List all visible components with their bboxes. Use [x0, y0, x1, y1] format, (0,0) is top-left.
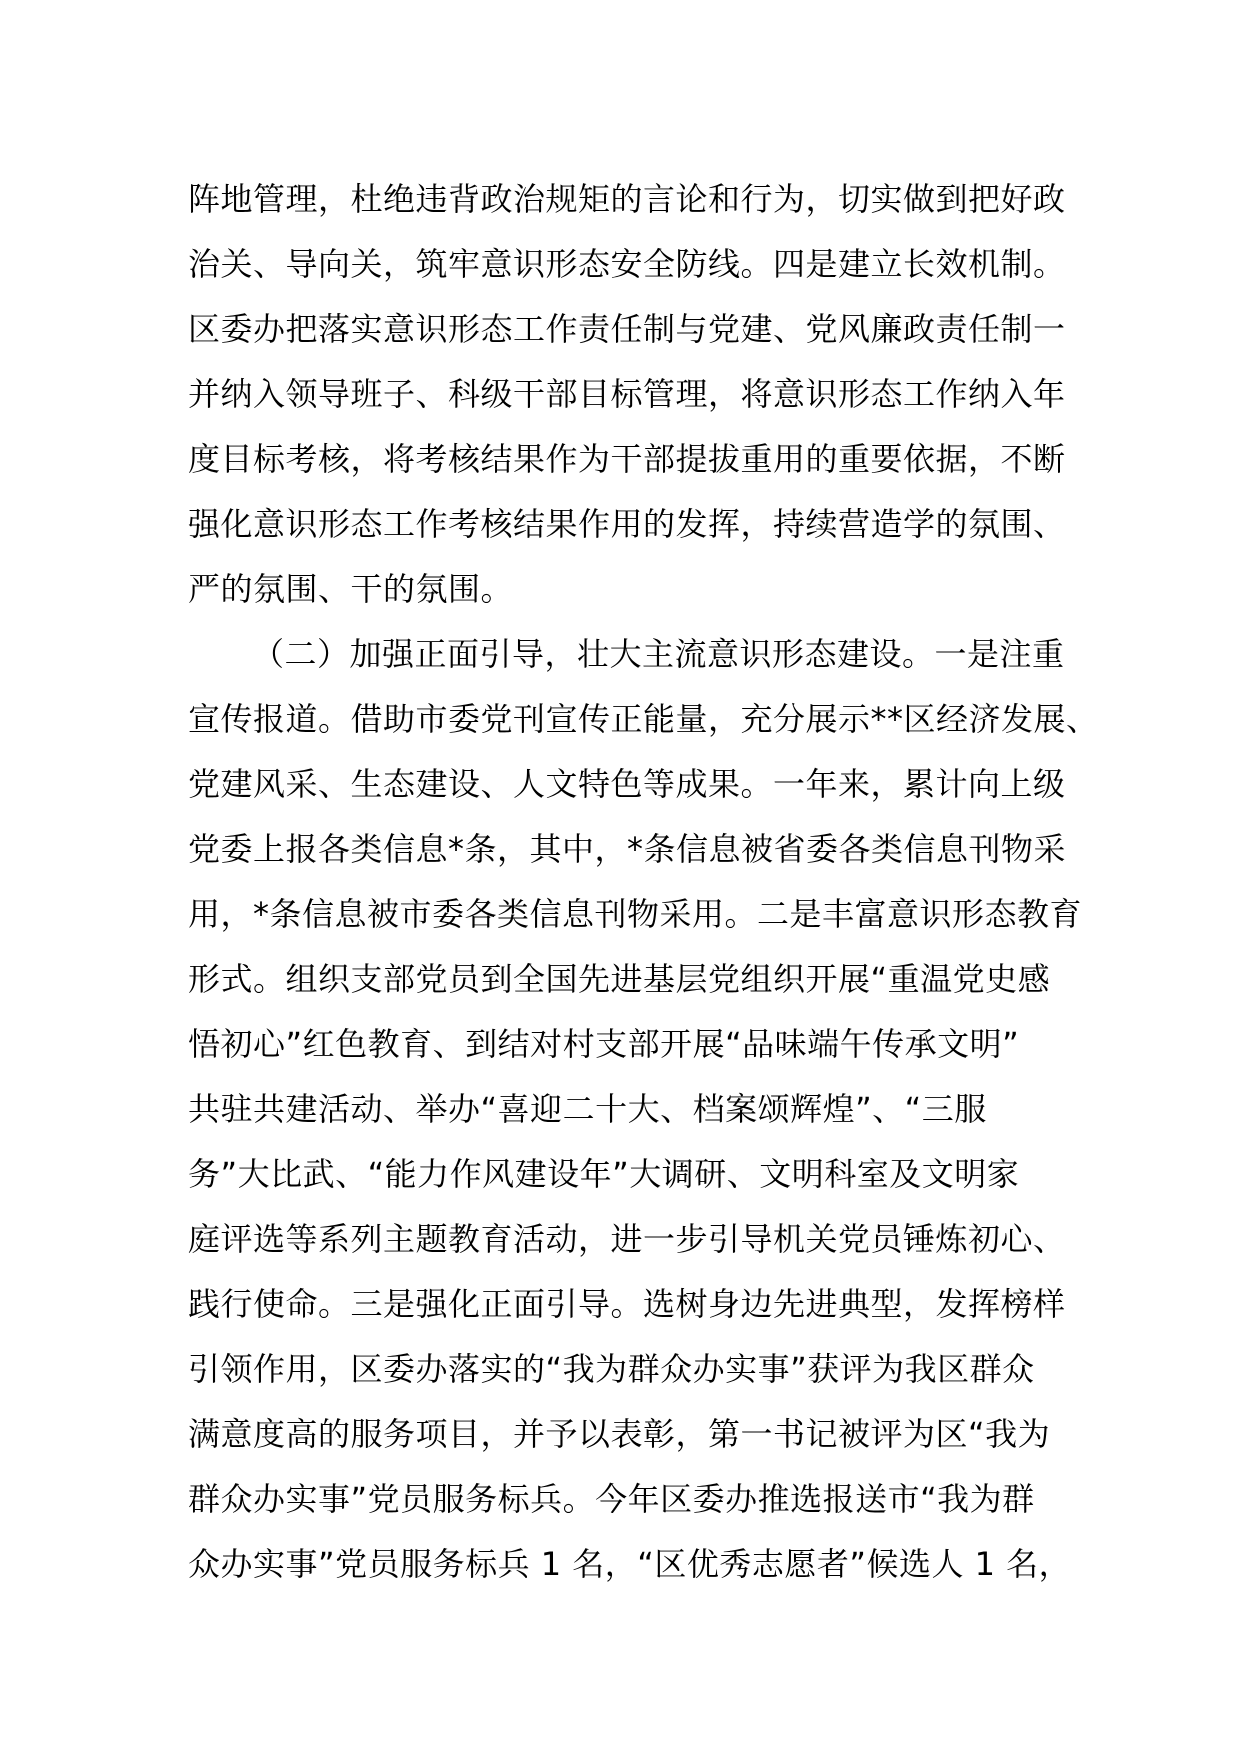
text-line-14: 悟初心”红色教育、到结对村支部开展“品味端午传承文明” [188, 1025, 1020, 1063]
text-line-2: 治关、导向关，筑牢意识形态安全防线。四是建立长效机制。 [188, 245, 1066, 283]
text-line-15: 共驻共建活动、举办“喜迎二十大、档案颂辉煌”、“三服 [188, 1090, 987, 1128]
body-text [188, 167, 1099, 1597]
text-line-3: 区委办把落实意识形态工作责任制与党建、党风廉政责任制一 [188, 310, 1066, 348]
text-line-22: 众办实事”党员服务标兵 1 名，“区优秀志愿者”候选人 1 名， [188, 1545, 1072, 1583]
text-line-16: 务”大比武、“能力作风建设年”大调研、文明科室及文明家 [188, 1155, 1020, 1193]
text-line-7: 严的氛围、干的氛围。 [188, 570, 514, 608]
text-line-1: 阵地管理，杜绝违背政治规矩的言论和行为，切实做到把好政 [188, 180, 1066, 218]
text-line-12: 用，*条信息被市委各类信息刊物采用。二是丰富意识形态教育 [188, 895, 1083, 933]
text-line-13: 形式。组织支部党员到全国先进基层党组织开展“重温党史感 [188, 960, 1051, 998]
text-line-19: 引领作用，区委办落实的“我为群众办实事”获评为我区群众 [188, 1350, 1035, 1388]
text-line-9: 宣传报道。借助市委党刊宣传正能量，充分展示**区经济发展、 [188, 700, 1099, 738]
text-line-21: 群众办实事”党员服务标兵。今年区委办推选报送市“我为群 [188, 1480, 1035, 1518]
text-line-18: 践行使命。三是强化正面引导。选树身边先进典型，发挥榜样 [188, 1285, 1066, 1323]
text-line-20: 满意度高的服务项目，并予以表彰，第一书记被评为区“我为 [188, 1415, 1051, 1453]
text-line-11: 党委上报各类信息*条，其中，*条信息被省委各类信息刊物采 [188, 830, 1067, 868]
text-line-6: 强化意识形态工作考核结果作用的发挥，持续营造学的氛围、 [188, 505, 1066, 543]
text-line-10: 党建风采、生态建设、人文特色等成果。一年来，累计向上级 [188, 765, 1066, 803]
text-line-4: 并纳入领导班子、科级干部目标管理，将意识形态工作纳入年 [188, 375, 1066, 413]
text-line-17: 庭评选等系列主题教育活动，进一步引导机关党员锤炼初心、 [188, 1220, 1066, 1258]
text-line-5: 度目标考核，将考核结果作为干部提拔重用的重要依据，不断 [188, 440, 1066, 478]
section-heading-line: （二）加强正面引导，壮大主流意识形态建设。一是注重 [252, 635, 1065, 673]
